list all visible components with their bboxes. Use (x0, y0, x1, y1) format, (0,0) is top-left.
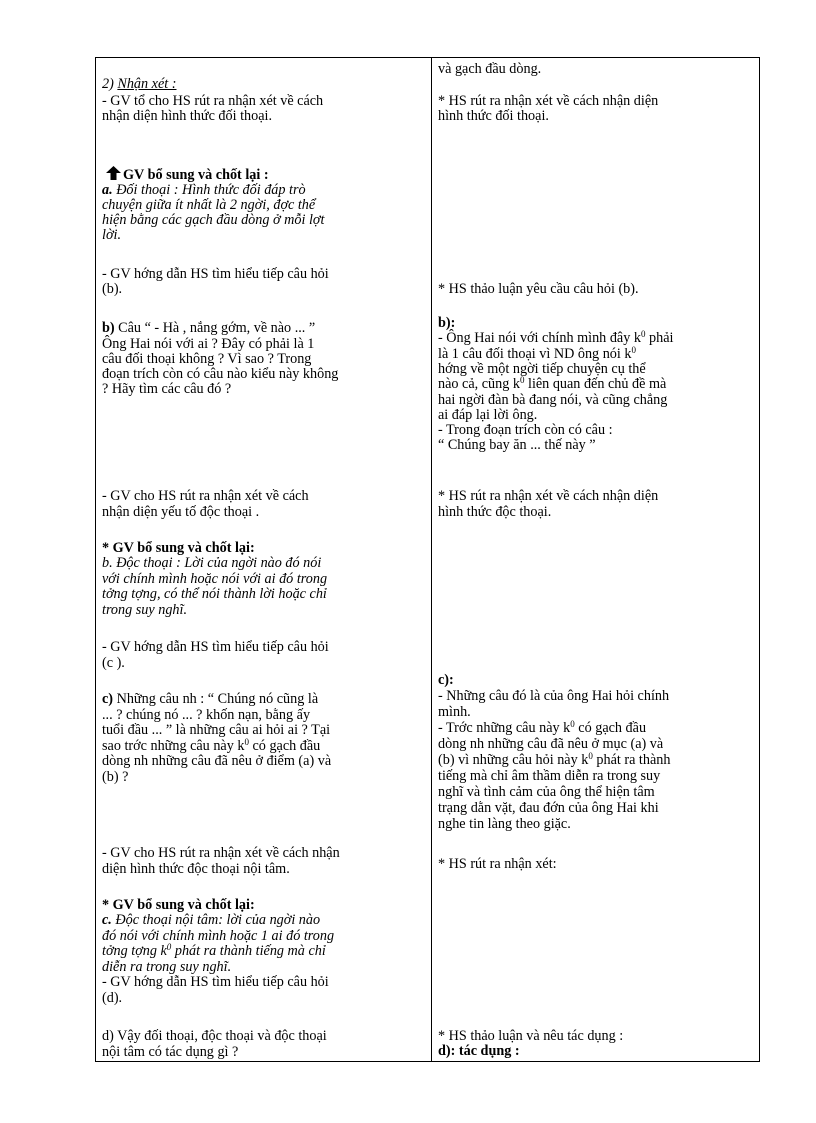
left-text-line: c. Độc thoại nội tâm: lời của ngời nào (102, 912, 321, 928)
left-text-line: đoạn trích còn có câu nào kiểu này không (102, 366, 339, 382)
right-text-line: - Trớc những câu này $k^0$ có gạch đầu (438, 719, 647, 736)
column-divider (431, 58, 432, 1061)
left-text-line: (d). (102, 990, 123, 1006)
left-text-line: ... ? chúng nó ... ? khốn nạn, bằng ấy (102, 707, 311, 723)
left-text-line: - GV cho HS rút ra nhận xét về cách nhận (102, 845, 340, 861)
left-text-line: đó nói với chính mình hoặc 1 ai đó trong (102, 928, 335, 944)
left-text-line: d) Vậy đối thoại, độc thoại và độc thoại (102, 1028, 327, 1044)
answer-heading: b): (438, 315, 456, 331)
left-text-line: nhận diện hình thức đối thoại. (102, 108, 273, 124)
section-heading: 2) Nhận xét : (102, 76, 177, 92)
answer-heading: c): (438, 672, 454, 688)
left-text-line: a. Đối thoại : Hình thức đối đáp trò (102, 182, 306, 198)
left-text-line: - GV hớng dẫn HS tìm hiểu tiếp câu hỏi (102, 266, 329, 282)
right-text-line: * HS thảo luận và nêu tác dụng : (438, 1028, 624, 1044)
left-text-line: dòng nh những câu đã nêu ở điểm (a) và (102, 753, 332, 769)
left-text-line: - GV hớng dẫn HS tìm hiểu tiếp câu hỏi (102, 639, 329, 655)
left-text-line: câu đối thoại không ? Vì sao ? Trong (102, 351, 312, 367)
right-text-line: - Trong đoạn trích còn có câu : (438, 422, 613, 438)
left-text-line: lời. (102, 227, 122, 243)
right-text-line: (b) vì những câu hỏi này $k^0$ phát ra thành (438, 751, 671, 768)
left-text-line: diện hình thức độc thoại nội tâm. (102, 861, 290, 877)
left-text-line: nhận diện yếu tố độc thoại . (102, 504, 260, 520)
left-text-line: (b). (102, 281, 123, 297)
right-text-line: - Những câu đó là của ông Hai hỏi chính (438, 688, 670, 704)
left-text-line: - GV tổ cho HS rút ra nhận xét về cách (102, 93, 324, 109)
left-text-line: ? Hãy tìm các câu đó ? (102, 381, 232, 397)
left-text-line: chuyện giữa ít nhất là 2 ngời, đợc thể (102, 197, 316, 213)
right-text-line: và gạch đầu dòng. (438, 61, 542, 77)
left-text-line: trong suy nghĩ. (102, 602, 187, 618)
left-text-line: tởng tợng $k^0$ phát ra thành tiếng mà chỉ (102, 942, 326, 959)
teacher-summary-heading: GV bổ sung và chốt lại : (102, 166, 269, 182)
left-text-line: hiện bằng các gạch đầu dòng ở mỗi lợt (102, 212, 325, 228)
left-text-line: - GV hớng dẫn HS tìm hiểu tiếp câu hỏi (102, 974, 329, 990)
right-text-line: trạng dằn vặt, đau đớn của ông Hai khi (438, 800, 659, 816)
right-text-line: “ Chúng bay ăn ... thế này ” (438, 437, 596, 453)
right-text-line: - Ông Hai nói với chính mình đây $k^0$ phải (438, 329, 674, 346)
right-text-line: * HS thảo luận yêu cầu câu hỏi (b). (438, 281, 639, 297)
right-text-line: hai ngời đàn bà đang nói, và cũng chẳng (438, 392, 668, 408)
right-text-line: hớng về một ngời tiếp chuyện cụ thể (438, 361, 646, 377)
right-text-line: hình thức độc thoại. (438, 504, 552, 520)
left-text-line: (c ). (102, 655, 125, 671)
left-text-line: với chính mình hoặc nói với ai đó trong (102, 571, 328, 587)
left-text-line: (b) ? (102, 769, 129, 785)
right-text-line: ai đáp lại lời ông. (438, 407, 538, 423)
right-text-line: * HS rút ra nhận xét về cách nhận diện (438, 93, 659, 109)
right-text-line: * HS rút ra nhận xét về cách nhận diện (438, 488, 659, 504)
right-text-line: * HS rút ra nhận xét: (438, 856, 557, 872)
right-text-line: hình thức đối thoại. (438, 108, 549, 124)
left-text-line: tuổi đầu ... ” là những câu ai hỏi ai ? Tại (102, 722, 331, 738)
right-text-line: nghe tin làng theo giặc. (438, 816, 571, 832)
right-text-line: nào cả, cũng $k^0$ liên quan đến chủ đề mà (438, 375, 667, 392)
left-text-line: b) Câu “ - Hà , nắng gớm, về nào ... ” (102, 320, 316, 336)
right-text-line: tiếng mà chỉ âm thầm diễn ra trong suy (438, 768, 661, 784)
right-text-line: nghĩ và tình cảm của ông thể hiện tâm (438, 784, 655, 800)
left-text-line: - GV cho HS rút ra nhận xét về cách (102, 488, 309, 504)
up-arrow-icon (102, 167, 123, 183)
teacher-summary-heading: * GV bổ sung và chốt lại: (102, 540, 255, 556)
teacher-summary-heading: * GV bổ sung và chốt lại: (102, 897, 255, 913)
right-text-line: mình. (438, 704, 471, 720)
right-text-line: dòng nh những câu đã nêu ở mục (a) và (438, 736, 664, 752)
answer-heading: d): tác dụng : (438, 1043, 520, 1059)
right-text-line: là 1 câu đối thoại vì ND ông nói $k^0$ (438, 345, 636, 362)
left-text-line: diễn ra trong suy nghĩ. (102, 959, 232, 975)
left-text-line: b. Độc thoại : Lời của ngời nào đó nói (102, 555, 322, 571)
left-text-line: c) Những câu nh : “ Chúng nó cũng là (102, 691, 319, 707)
left-text-line: tởng tợng, có thể nói thành lời hoặc chỉ (102, 586, 327, 602)
left-text-line: nội tâm có tác dụng gì ? (102, 1044, 239, 1060)
left-text-line: sao trớc những câu này $k^0$ có gạch đầu (102, 737, 321, 754)
left-text-line: Ông Hai nói với ai ? Đây có phải là 1 (102, 336, 315, 352)
